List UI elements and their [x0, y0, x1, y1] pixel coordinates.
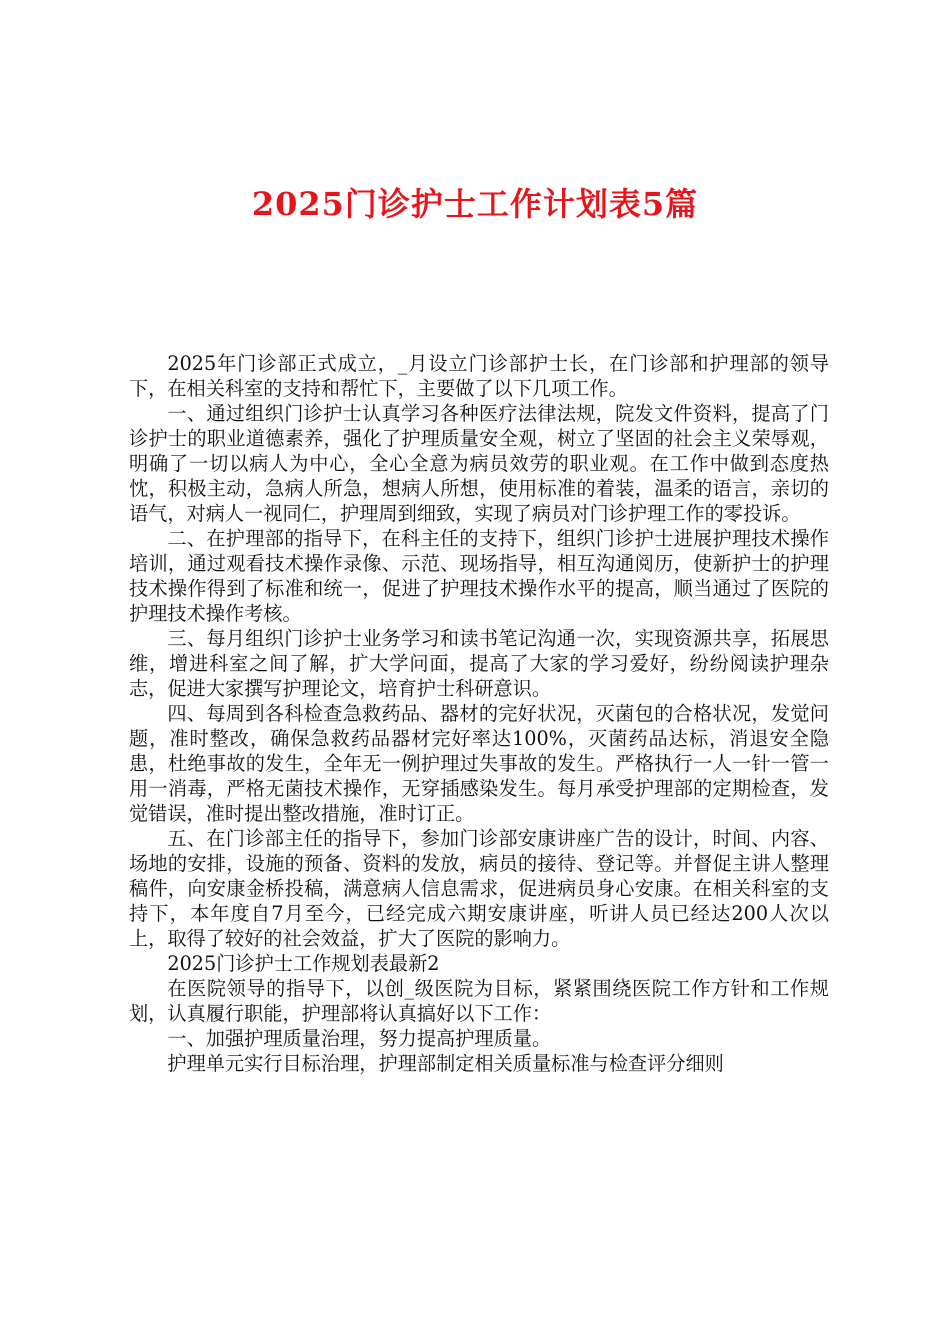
document-title: 2025门诊护士工作计划表5篇: [251, 185, 699, 223]
paragraph-item-4: 四、每周到各科检查急救药品、器材的完好状况，灭菌包的合格状况，发觉问题，准时整改，确保急救药品器材完好率达100%，灭菌药品达标，消退安全隐患，杜绝事故的发生，全年无一例护理过失事故的发生。严格执行一人一针一管一用一消毒，严格无菌技术操作，无穿插感染发生。每月承受护理部的定期检查，发觉错误，准时提出整改措施，准时订正。: [129, 702, 829, 825]
paragraph-item-1: 一、通过组织门诊护士认真学习各种医疗法律法规，院发文件资料，提高了门诊护士的职业道德素养，强化了护理质量安全观，树立了坚固的社会主义荣辱观，明确了一切以病人为中心，全心全意为病员效劳的职业观。在工作中做到态度热忱，积极主动，急病人所急，想病人所想，使用标准的着装，温柔的语言，亲切的语气，对病人一视同仁，护理周到细致，实现了病员对门诊护理工作的零投诉。: [129, 402, 829, 525]
paragraph-intro: 2025年门诊部正式成立，_月设立门诊部护士长，在门诊部和护理部的领导下，在相关科室的支持和帮忙下，主要做了以下几项工作。: [129, 352, 829, 400]
paragraph-item-3: 三、每月组织门诊护士业务学习和读书笔记沟通一次，实现资源共享，拓展思维，增进科室之间了解，扩大学问面，提高了大家的学习爱好，纷纷阅读护理杂志，促进大家撰写护理论文，培育护士科研意识。: [129, 627, 829, 700]
paragraph-item-5: 五、在门诊部主任的指导下，参加门诊部安康讲座广告的设计，时间、内容、场地的安排，设施的预备、资料的发放，病员的接待、登记等。并督促主讲人整理稿件，向安康金桥投稿，满意病人信息需求，促进病员身心安康。在相关科室的支持下，本年度自7月至今，已经完成六期安康讲座，听讲人员已经达200人次以上，取得了较好的社会效益，扩大了医院的影响力。: [129, 827, 829, 950]
paragraph-item-2: 二、在护理部的指导下，在科主任的支持下，组织门诊护士进展护理技术操作培训，通过观看技术操作录像、示范、现场指导，相互沟通阅历，使新护士的护理技术操作得到了标准和统一，促进了护理技术操作水平的提高，顺当通过了医院的护理技术操作考核。: [129, 527, 829, 625]
paragraph-section2-item-1: 一、加强护理质量治理，努力提高护理质量。: [167, 1027, 552, 1050]
paragraph-section2-detail: 护理单元实行目标治理，护理部制定相关质量标准与检查评分细则: [167, 1052, 724, 1075]
paragraph-section2-intro: 在医院领导的指导下，以创_级医院为目标，紧紧围绕医院工作方针和工作规划，认真履行职能，护理部将认真搞好以下工作：: [129, 977, 829, 1025]
document-body: [129, 351, 829, 1076]
section-heading-2: 2025门诊护士工作规划表最新2: [167, 952, 440, 975]
